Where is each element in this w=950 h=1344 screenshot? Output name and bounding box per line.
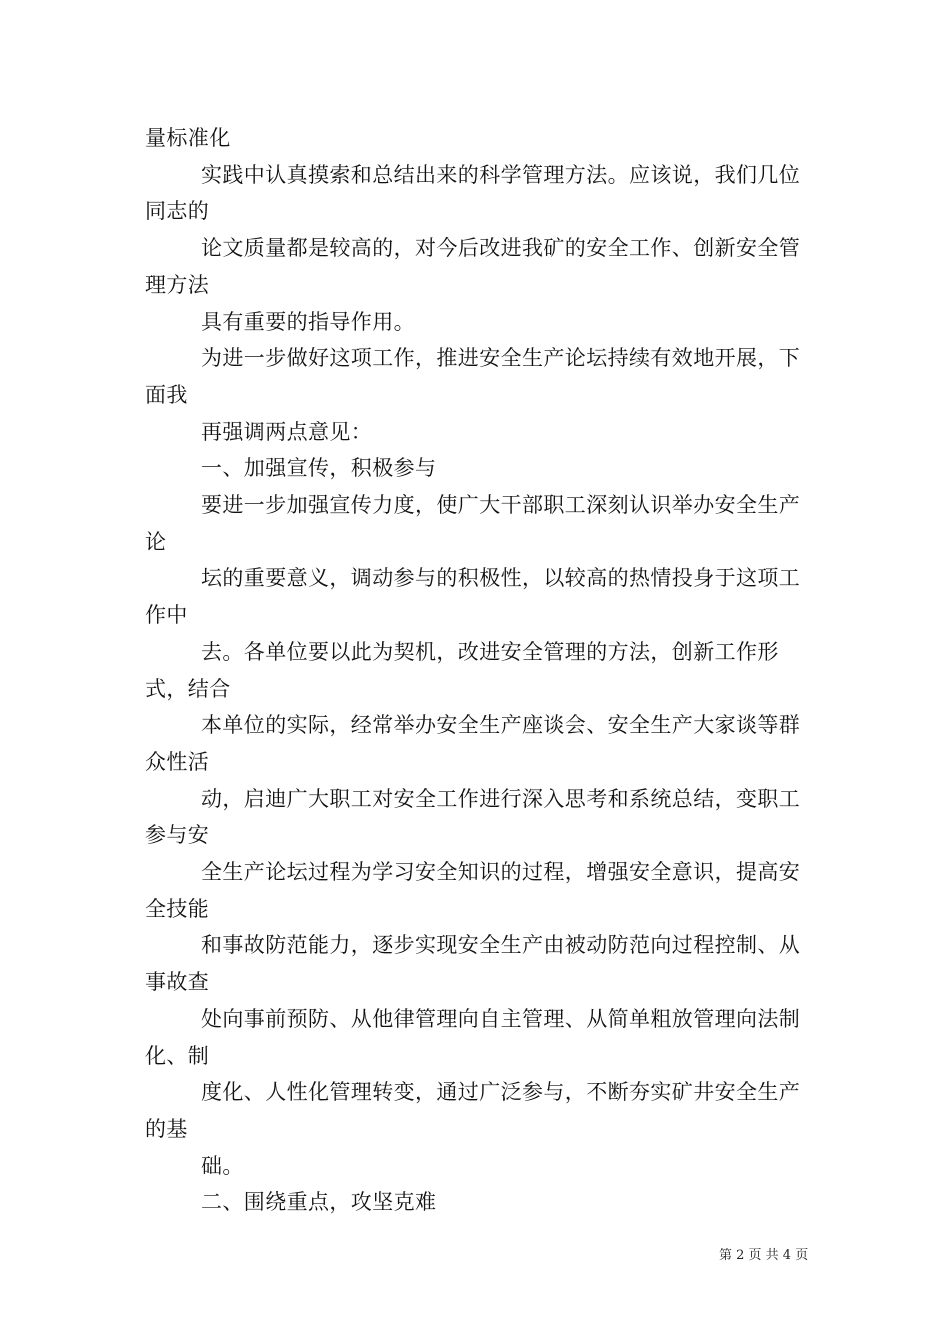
section-heading: 一、加强宣传，积极参与 bbox=[201, 456, 437, 481]
paragraph: 础。 bbox=[201, 1153, 244, 1178]
section-heading: 二、围绕重点，攻坚克难 bbox=[201, 1190, 437, 1215]
paragraph: 去。各单位要以此为契机，改进安全管理的方法，创新工作形式，结合 bbox=[145, 639, 779, 701]
paragraph: 全生产论坛过程为学习安全知识的过程，增强安全意识，提高安全技能 bbox=[145, 860, 801, 921]
paragraph: 处向事前预防、从他律管理向自主管理、从简单粗放管理向法制化、制 bbox=[145, 1006, 801, 1068]
page-number: 第 2 页 共 4 页 bbox=[719, 1248, 809, 1263]
paragraph: 量标准化 bbox=[145, 126, 231, 150]
document-body bbox=[145, 120, 810, 1221]
paragraph: 动，启迪广大职工对安全工作进行深入思考和系统总结，变职工参与安 bbox=[145, 786, 801, 848]
paragraph: 具有重要的指导作用。 bbox=[201, 309, 415, 334]
paragraph: 坛的重要意义，调动参与的积极性，以较高的热情投身于这项工作中 bbox=[145, 566, 801, 628]
paragraph: 要进一步加强宣传力度，使广大干部职工深刻认识举办安全生产论 bbox=[145, 493, 801, 554]
paragraph: 论文质量都是较高的，对今后改进我矿的安全工作、创新安全管理方法 bbox=[145, 236, 801, 297]
paragraph: 本单位的实际，经常举办安全生产座谈会、安全生产大家谈等群众性活 bbox=[145, 713, 801, 774]
paragraph: 再强调两点意见： bbox=[201, 419, 373, 444]
paragraph: 和事故防范能力，逐步实现安全生产由被动防范向过程控制、从事故查 bbox=[145, 933, 801, 995]
paragraph: 实践中认真摸索和总结出来的科学管理方法。应该说，我们几位同志的 bbox=[145, 162, 801, 224]
paragraph: 度化、人性化管理转变，通过广泛参与，不断夯实矿井安全生产的基 bbox=[145, 1080, 801, 1141]
paragraph: 为进一步做好这项工作，推进安全生产论坛持续有效地开展，下面我 bbox=[145, 346, 801, 407]
